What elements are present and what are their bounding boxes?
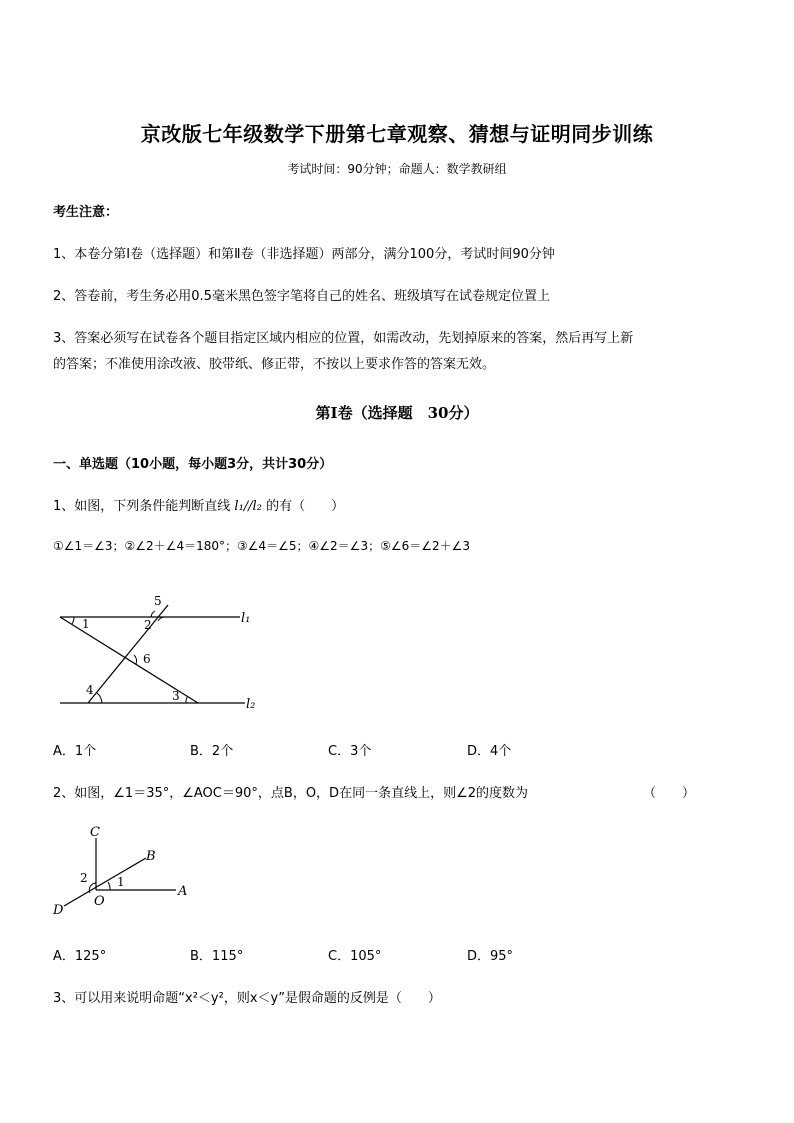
q2-option-b[interactable]: B．115° — [190, 949, 244, 964]
q1-option-d[interactable]: D．4个 — [467, 744, 512, 759]
q2-paren: （ ） — [643, 786, 696, 801]
l2-label: l₂ — [246, 697, 256, 712]
angle-2-label: 2 — [80, 871, 88, 885]
q1-stem-math: l₁//l₂ — [234, 499, 262, 514]
angle-4-arc — [97, 693, 102, 703]
part-heading: 一、单选题（10小题，每小题3分，共计30分） — [53, 457, 333, 472]
q2-option-a[interactable]: A．125° — [53, 949, 107, 964]
page-title: 京改版七年级数学下册第七章观察、猜想与证明同步训练 — [140, 122, 654, 146]
q2-stem: 2、如图，∠1＝35°，∠AOC＝90°，点B，O，D在同一条直线上，则∠2的度数为 — [53, 786, 528, 801]
angle-3-label: 3 — [172, 689, 180, 703]
transversal-2 — [88, 605, 168, 703]
q1-stem-suffix: 的有（ ） — [266, 499, 345, 514]
point-b-label: B — [146, 849, 156, 864]
angle-1-arc — [108, 882, 110, 890]
angle-4-label: 4 — [86, 683, 94, 697]
q3-stem: 3、可以用来说明命题“x²＜y²，则x＜y”是假命题的反例是（ ） — [53, 991, 441, 1006]
angle-6-label: 6 — [143, 652, 151, 666]
q1-stem — [53, 495, 344, 514]
notice-item-2: 2、答卷前，考生务必用0.5毫米黑色签字笔将自己的姓名、班级填写在试卷规定位置上 — [53, 289, 550, 304]
q2-figure — [50, 820, 200, 920]
q1-option-a[interactable]: A．1个 — [53, 744, 97, 759]
q1-figure — [50, 590, 280, 720]
line-bd — [64, 858, 146, 906]
angle-1-label: 1 — [82, 617, 90, 631]
angle-6-arc — [134, 655, 137, 664]
notice-item-1: 1、本卷分第Ⅰ卷（选择题）和第Ⅱ卷（非选择题）两部分，满分100分，考试时间90分钟 — [53, 247, 555, 262]
angle-5-label: 5 — [154, 594, 162, 608]
point-a-label: A — [178, 884, 188, 899]
q1-stem-prefix: 1、如图，下列条件能判断直线 — [53, 499, 231, 514]
l1-label: l₁ — [241, 611, 251, 626]
section-title: 第Ⅰ卷（选择题 30分） — [315, 404, 479, 422]
q2-option-d[interactable]: D．95° — [467, 949, 514, 964]
q1-option-c[interactable]: C．3个 — [328, 744, 372, 759]
angle-2-label: 2 — [144, 618, 152, 632]
notice-item-3-line1: 3、答案必须写在试卷各个题目指定区域内相应的位置，如需改动，先划掉原来的答案，然后再写上新 — [53, 331, 634, 346]
angle-1-label: 1 — [117, 875, 125, 889]
point-c-label: C — [90, 825, 100, 840]
notice-item-3-line2: 的答案；不准使用涂改液、胶带纸、修正带，不按以上要求作答的答案无效。 — [53, 357, 496, 372]
point-d-label: D — [53, 903, 64, 918]
q1-option-b[interactable]: B．2个 — [190, 744, 234, 759]
angle-1-arc — [72, 617, 74, 624]
q2-option-c[interactable]: C．105° — [328, 949, 382, 964]
exam-info: 考试时间：90分钟；命题人：数学教研组 — [287, 162, 507, 176]
notice-heading: 考生注意： — [53, 205, 119, 220]
q1-conditions: ①∠1＝∠3；②∠2＋∠4＝180°；③∠4＝∠5；④∠2＝∠3；⑤∠6＝∠2＋∠3 — [53, 539, 471, 553]
angle-3-arc — [186, 696, 188, 703]
point-o-label: O — [94, 894, 105, 909]
angle-5-arc — [151, 611, 155, 617]
